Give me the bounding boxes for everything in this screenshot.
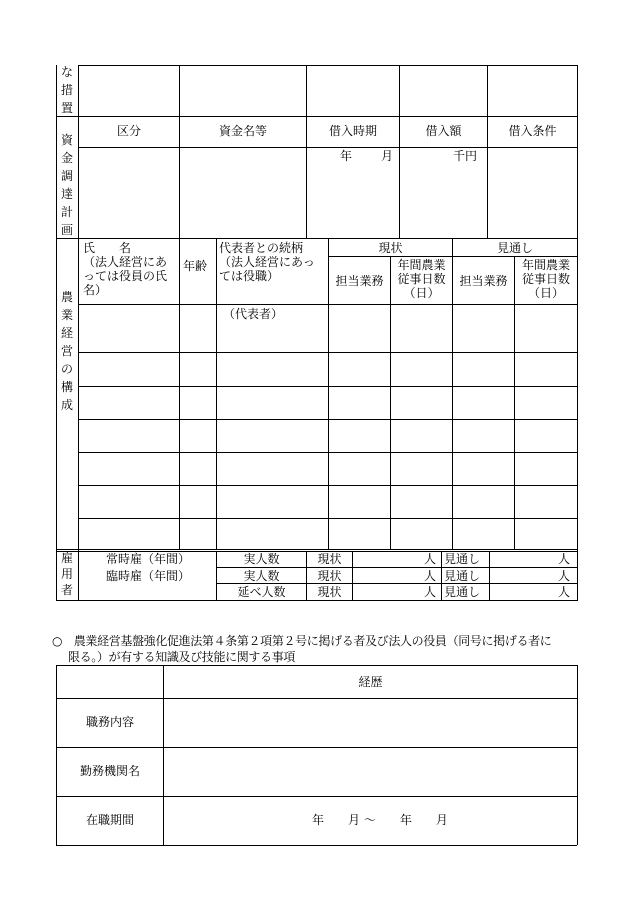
section-label-measures: な措置 (60, 65, 73, 115)
header-fund-name: 資金名等 (218, 124, 267, 138)
outlook-label: 見通し (444, 569, 481, 583)
current-label: 現状 (317, 569, 342, 583)
unit-thousand-yen: 千円 (453, 149, 478, 163)
header-relation: 代表者との続柄 （法人経営にあっ ては役職） (219, 241, 315, 283)
permanent-employment-label: 常時雇（年間） (106, 552, 191, 566)
header-current: 現状 (378, 241, 403, 255)
header-outlook: 見通し (496, 241, 533, 255)
outlook-label: 見通し (444, 552, 481, 566)
note-line-1: ○ 農業経営基盤強化促進法第４条第２項第２号に掲げる者及び法人の役員（同号に掲げる者に (52, 634, 552, 648)
current-label: 現状 (317, 585, 342, 599)
header-age: 年齢 (183, 259, 208, 273)
period-label: 在職期間 (85, 813, 134, 827)
note-line-2: 限る。）が有する知識及び技能に関する事項 (68, 650, 296, 664)
header-outlook-duty: 担当業務 (459, 274, 508, 288)
header-current-duty: 担当業務 (335, 274, 384, 288)
career-header: 経歴 (358, 675, 383, 689)
outlook-label: 見通し (444, 585, 481, 599)
section-label-farm-composition: 農業経営の構成 (60, 290, 73, 412)
person-unit: 人 (424, 552, 437, 566)
header-borrow-time: 借入時期 (328, 124, 377, 138)
header-borrow-amount: 借入額 (425, 124, 462, 138)
person-unit: 人 (558, 569, 571, 583)
period-value: 年 月 ～ 年 月 (312, 813, 448, 827)
actual-count-label: 実人数 (243, 569, 280, 583)
header-current-days: 年間農業 従事日数 （日） (397, 258, 446, 300)
section-label-funding-plan: 資金調達計画 (60, 133, 73, 237)
temporary-employment-label: 臨時雇（年間） (106, 569, 191, 583)
current-label: 現状 (317, 552, 342, 566)
person-unit: 人 (424, 585, 437, 599)
person-unit: 人 (558, 585, 571, 599)
person-unit: 人 (424, 569, 437, 583)
header-outlook-days: 年間農業 従事日数 （日） (521, 258, 570, 300)
unit-year: 年 (340, 149, 353, 163)
section-label-employees: 雇用者 (60, 551, 73, 597)
header-borrow-terms: 借入条件 (508, 124, 557, 138)
total-count-label: 延べ人数 (237, 585, 286, 599)
person-unit: 人 (558, 552, 571, 566)
representative-note: （代表者） (223, 307, 284, 321)
actual-count-label: 実人数 (243, 552, 280, 566)
header-name: 氏 名 （法人経営にあ っては役員の氏 名） (83, 241, 168, 297)
unit-month: 月 (381, 149, 394, 163)
duties-label: 職務内容 (85, 715, 134, 729)
employer-label: 勤務機関名 (79, 764, 140, 778)
header-category: 区分 (116, 124, 141, 138)
